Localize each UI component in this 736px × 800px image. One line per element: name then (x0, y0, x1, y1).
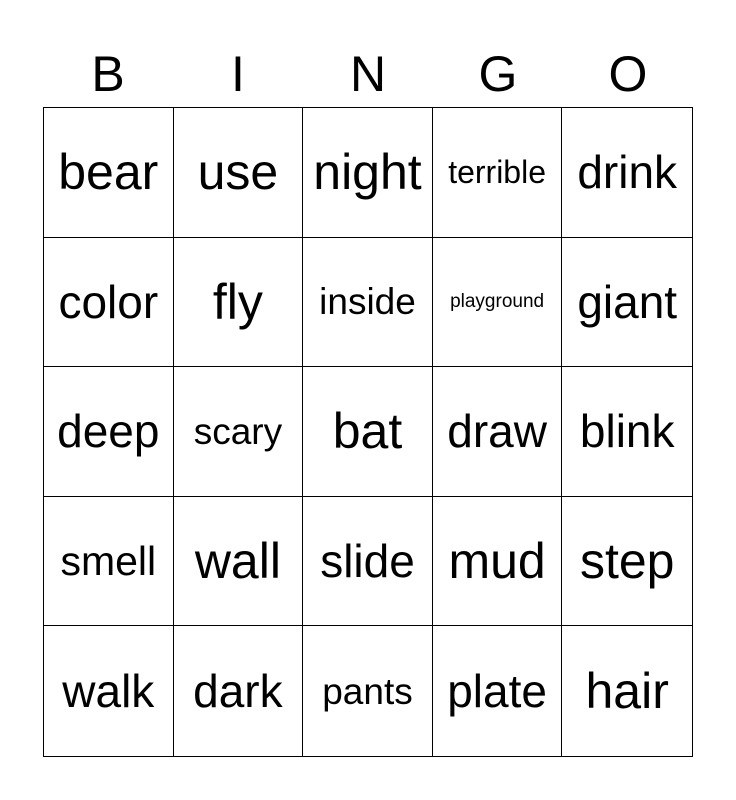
bingo-cell: drink (562, 108, 692, 238)
bingo-cell: wall (174, 497, 304, 627)
bingo-cell: walk (44, 626, 174, 756)
bingo-cell: mud (433, 497, 563, 627)
bingo-cell: deep (44, 367, 174, 497)
bingo-cell: fly (174, 238, 304, 368)
bingo-cell: plate (433, 626, 563, 756)
header-letter-g: G (478, 46, 518, 102)
bingo-header (43, 44, 693, 104)
header-letter-i: I (231, 46, 245, 102)
bingo-cell: blink (562, 367, 692, 497)
bingo-cell: hair (585, 663, 669, 720)
bingo-cell: giant (562, 238, 692, 368)
bingo-cell: bat (303, 367, 433, 497)
bingo-cell: step (562, 497, 692, 627)
bingo-cell: terrible (433, 108, 563, 238)
bingo-cell: pants (303, 626, 433, 756)
bingo-cell: night (303, 108, 433, 238)
bingo-cell: smell (44, 497, 174, 627)
bingo-board (43, 107, 693, 757)
bingo-cell: inside (303, 238, 433, 368)
bingo-cell: bear (44, 108, 174, 238)
bingo-cell: playground (433, 238, 563, 368)
header-letter-b: B (91, 46, 125, 102)
bingo-cell: draw (433, 367, 563, 497)
bingo-cell: slide (303, 497, 433, 627)
bingo-cell: color (44, 238, 174, 368)
header-letter-n: N (349, 46, 387, 102)
bingo-cell: use (174, 108, 304, 238)
bingo-cell: dark (174, 626, 304, 756)
bingo-cell: scary (174, 367, 304, 497)
header-letter-o: O (608, 46, 648, 102)
